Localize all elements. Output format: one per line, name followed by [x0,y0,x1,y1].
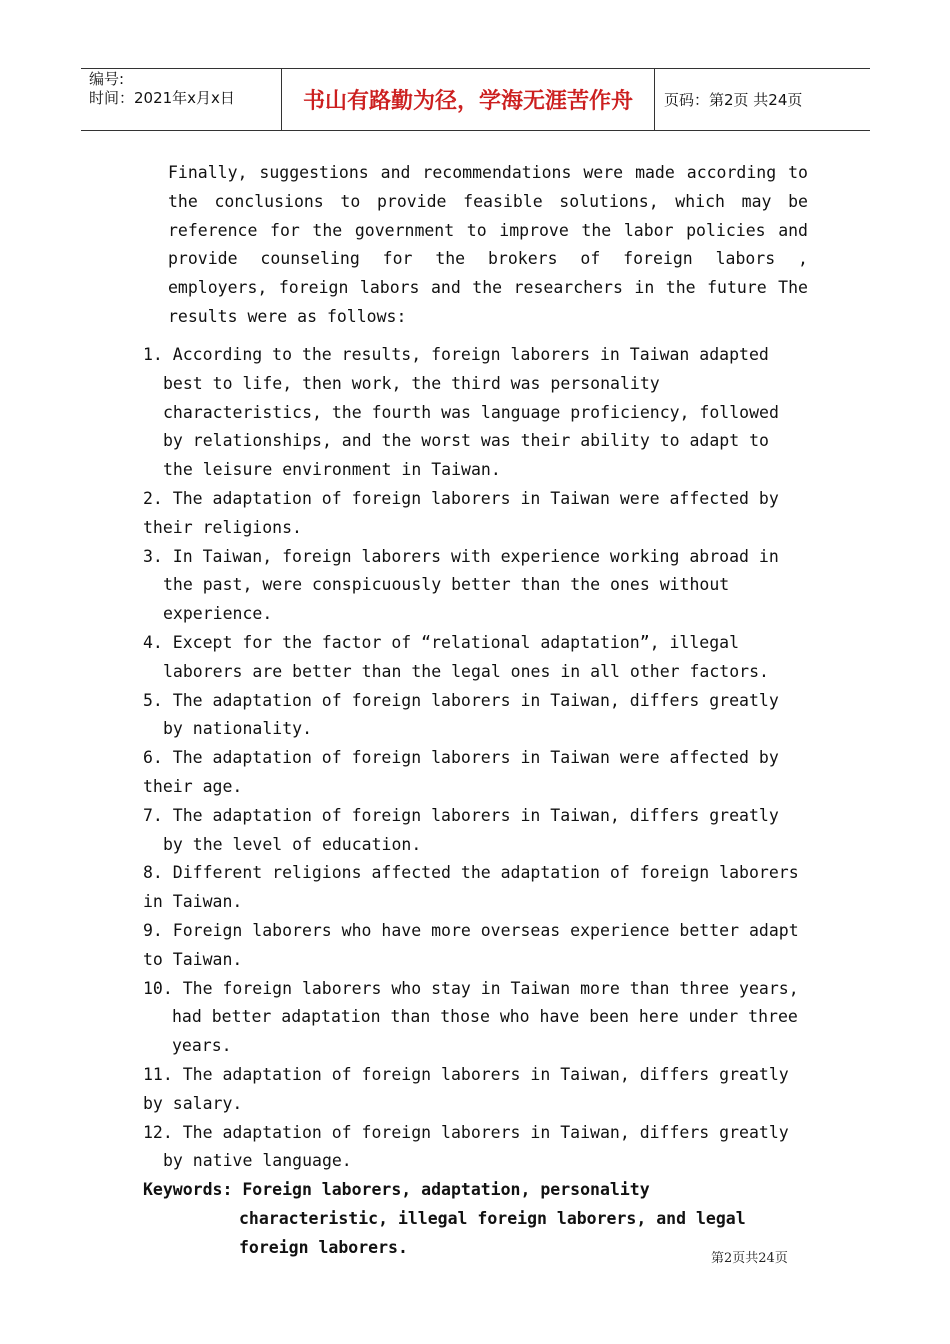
result-item-11: 11. The adaptation of foreign laborers in Taiwan, differs greatly by salary. [143,1064,789,1113]
result-item-10: 10. The foreign laborers who stay in Taiwan more than three years, had better adaptation than those who have been here under three years. [143,978,799,1056]
result-item-9: 9. Foreign laborers who have more overseas experience better adapt to Taiwan. [143,920,799,969]
header-meta-cell [81,69,282,130]
result-item-12: 12. The adaptation of foreign laborers in Taiwan, differs greatly by native language. [143,1122,789,1171]
keywords: Keywords: Foreign laborers, adaptation, personality characteristic, illegal foreign laborers, and legal foreign laborers. [143,1180,746,1257]
header-page-number: 页码：第2页 共24页 [664,91,803,109]
intro-paragraph: Finally, suggestions and recommendations were made according to the conclusions to provide feasible solutions, which may be reference for the government to improve the labor policies and provide counseling for the brokers of foreign labors , employers, foreign labors and the researchers in the future The results were as follows: [168,163,808,326]
page-footer: 第2页共24页 [711,1251,788,1266]
results-list [143,341,808,1263]
header-motto: 书山有路勤为径，学海无涯苦作舟 [282,69,655,130]
result-item-4: 4. Except for the factor of “relational adaptation”, illegal laborers are better than the legal ones in all other factors. [143,632,769,681]
document-number-label: 编号: [89,70,125,88]
result-item-7: 7. The adaptation of foreign laborers in Taiwan, differs greatly by the level of education. [143,805,779,854]
result-item-5: 5. The adaptation of foreign laborers in Taiwan, differs greatly by nationality. [143,690,779,739]
document-time-label: 时间：2021年x月x日 [89,89,235,107]
result-item-1: 1. According to the results, foreign laborers in Taiwan adapted best to life, then work, the third was personality characteristics, the fourth was language proficiency, followed by relationships, and the worst was their ability to adapt to the leisure environment in Taiwan. [143,345,779,480]
result-item-3: 3. In Taiwan, foreign laborers with experience working abroad in the past, were conspicuously better than the ones without experience. [143,546,779,624]
result-item-8: 8. Different religions affected the adaptation of foreign laborers in Taiwan. [143,863,799,912]
page-header [81,68,870,131]
result-item-2: 2. The adaptation of foreign laborers in Taiwan were affected by their religions. [143,488,779,537]
result-item-6: 6. The adaptation of foreign laborers in Taiwan were affected by their age. [143,748,779,796]
